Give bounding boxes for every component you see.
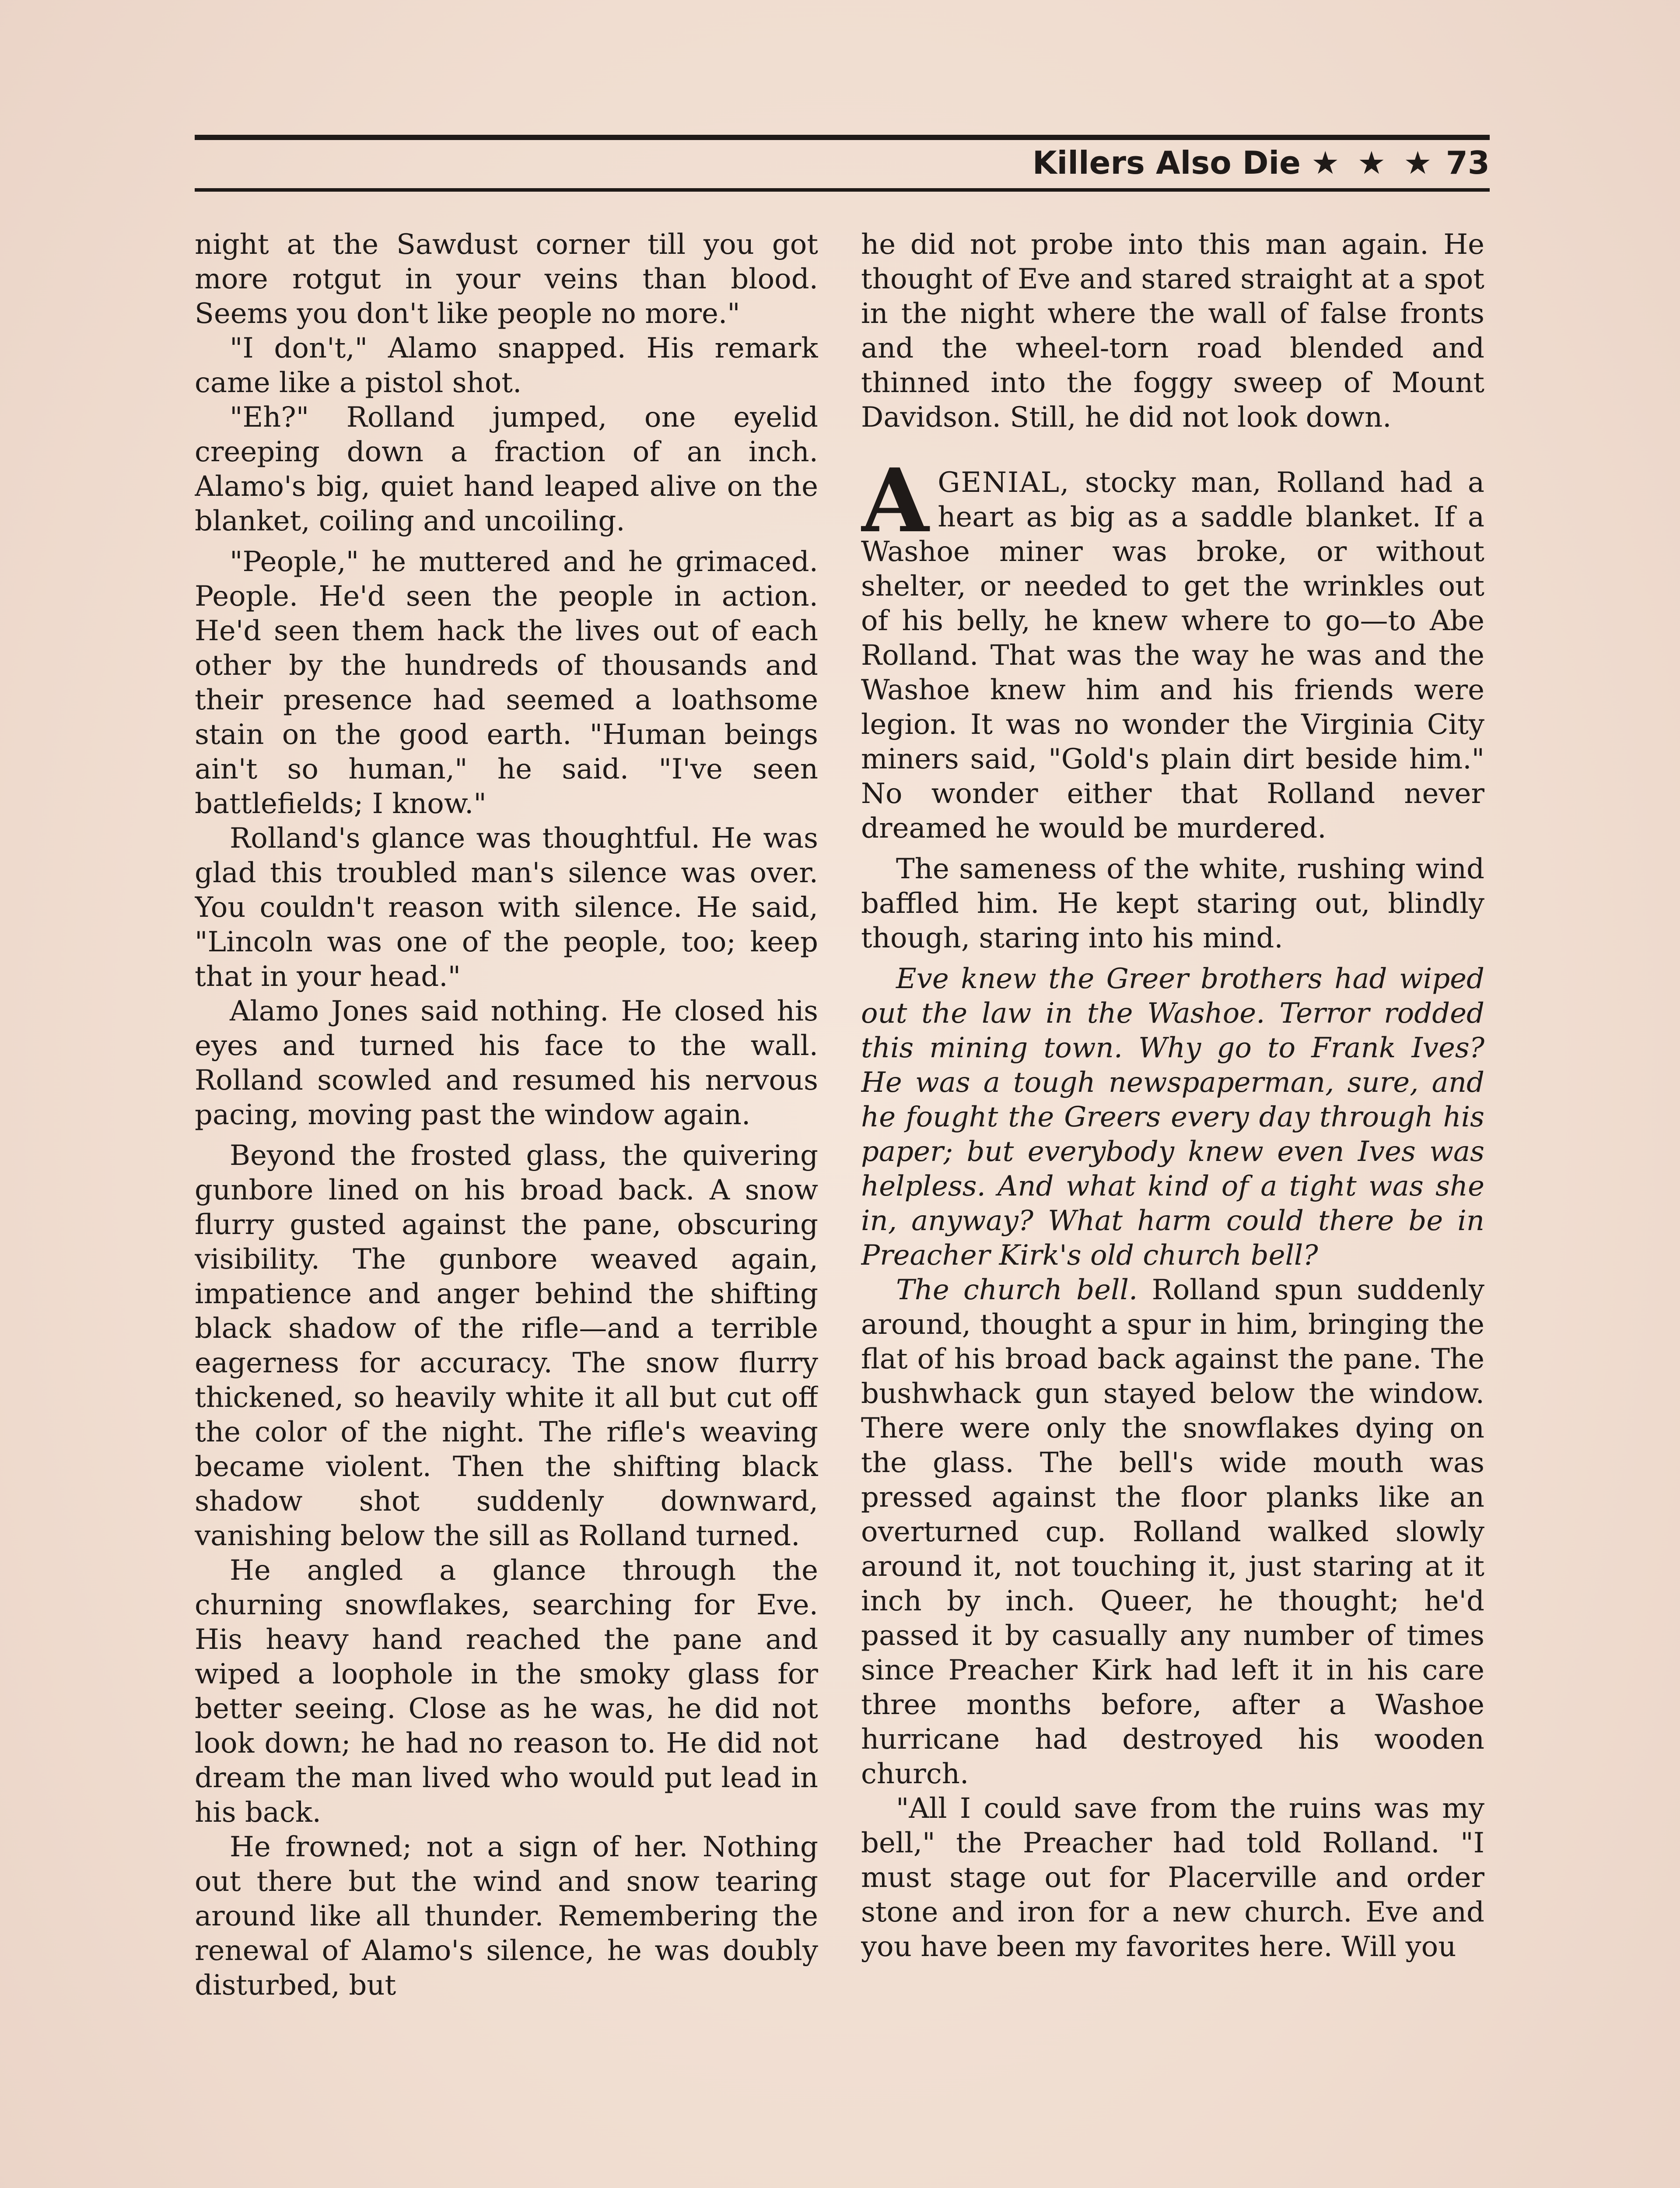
story-title: Killers Also Die xyxy=(1032,144,1301,181)
paragraph-text: stocky man, Rolland had a heart as big as a saddle blanket. If a Washoe miner was broke, or without shelter, or needed to get the wrinkles out of his belly, he knew where to go—to Abe Rolland. That was the way he was and the Washoe knew him and his friends were legion. It was no wonder the Virginia City miners said, "Gold's plain dirt beside him." No wonder either that Rolland never dreamed he would be murdered. xyxy=(861,466,1484,845)
drop-cap: A xyxy=(861,449,929,552)
header-rule-bottom xyxy=(195,188,1490,192)
text-column-left xyxy=(195,228,818,2188)
star-ornament-icon: ★ ★ ★ xyxy=(1311,144,1435,181)
italic-thought-paragraph: Eve knew the Greer brothers had wiped out the law in the Washoe. Terror rodded this mining town. Why go to Frank Ives? He was a tough newspaperman, sure, and he fought the Greers every day through his paper; but everybody knew even Ives was helpless. And what kind of a tight was she in, anyway? What harm could there be in Preacher Kirk's old church bell? xyxy=(861,963,1484,1272)
paragraph xyxy=(861,1273,1484,1792)
text-column-right xyxy=(861,228,1484,2188)
paragraph: "People," he muttered and he grimaced. People. He'd seen the people in action. He'd seen them hack the lives out of each other by the hundreds of thousands and their presence had seemed a loathsome stain on the good earth. "Human beings ain't so human," he said. "I've seen battlefields; I know." xyxy=(195,546,818,820)
paragraph: Rolland's glance was thoughtful. He was glad this troubled man's silence was over. You couldn't reason with silence. He said, "Lincoln was one of the people, too; keep that in your head." xyxy=(195,822,818,993)
paragraph: He angled a glance through the churning snowflakes, searching for Eve. His heavy hand reached the pane and wiped a loophole in the smoky glass for better seeing. Close as he was, he did not look down; he had no reason to. He did not dream the man lived who would put lead in his back. xyxy=(195,1554,818,1829)
paragraph: Beyond the frosted glass, the quivering gunbore lined on his broad back. A snow flurry gusted against the pane, obscuring visibility. The gunbore weaved again, impatience and anger behind the shifting black shadow of the rifle—and a terrible eagerness for accuracy. The snow flurry thickened, so heavily white it all but cut off the color of the night. The rifle's weaving became violent. Then the shifting black shadow shot suddenly downward, vanishing below the sill as Rolland turned. xyxy=(195,1140,818,1552)
header-rule-top xyxy=(195,135,1490,140)
page-number: 73 xyxy=(1446,144,1490,181)
paragraph: The sameness of the white, rushing wind baffled him. He kept staring out, blindly though, staring into his mind. xyxy=(861,853,1484,954)
section-opening-paragraph xyxy=(861,449,1484,846)
paragraph: He frowned; not a sign of her. Nothing out there but the wind and snow tearing around like all thunder. Remembering the renewal of Alamo's silence, he was doubly disturbed, but xyxy=(195,1831,818,2002)
paragraph: "I don't," Alamo snapped. His remark came like a pistol shot. xyxy=(195,332,818,399)
lead-word: GENIAL, xyxy=(938,466,1070,499)
running-header xyxy=(195,141,1490,185)
paragraph: night at the Sawdust corner till you got more rotgut in your veins than blood. Seems you don't like people no more." xyxy=(195,228,818,330)
paragraph-text: Rolland spun suddenly around, thought a spur in him, bringing the flat of his broad back against the pane. The bushwhack gun stayed below the window. There were only the snowflakes dying on the glass. The bell's wide mouth was pressed against the floor planks like an overturned cup. Rolland walked slowly around it, not touching it, just staring at it inch by inch. Queer, he thought; he'd passed it by casually any number of times since Preacher Kirk had left it in his care three months before, after a Washoe hurricane had destroyed his wooden church. xyxy=(861,1274,1484,1790)
paragraph: "All I could save from the ruins was my bell," the Preacher had told Rolland. "I must stage out for Placerville and order stone and iron for a new church. Eve and you have been my favorites here. Will you xyxy=(861,1792,1484,1963)
paragraph: he did not probe into this man again. He thought of Eve and stared straight at a spot in the night where the wall of false fronts and the wheel-torn road blended and thinned into the foggy sweep of Mount Davidson. Still, he did not look down. xyxy=(861,228,1484,434)
paragraph: Alamo Jones said nothing. He closed his eyes and turned his face to the wall. Rolland scowled and resumed his nervous pacing, moving past the window again. xyxy=(195,995,818,1131)
italic-lead: The church bell. xyxy=(896,1274,1138,1306)
paragraph: "Eh?" Rolland jumped, one eyelid creeping down a fraction of an inch. Alamo's big, quiet hand leaped alive on the blanket, coiling and uncoiling. xyxy=(195,401,818,537)
